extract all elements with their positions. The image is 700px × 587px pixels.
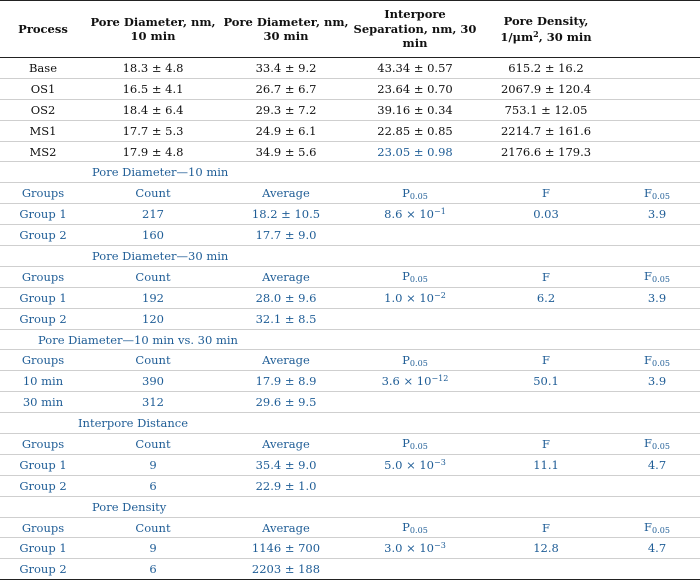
section-title-row (0, 329, 700, 350)
col-p (352, 517, 478, 538)
pore-diameter-10: 17.9 ± 4.8 (122, 144, 184, 159)
group-average: 17.9 ± 8.9 (255, 374, 317, 389)
group-average: 18.2 ± 10.5 (251, 207, 321, 222)
col-fcrit (614, 350, 700, 371)
col-fcrit-sub: 0.05 (652, 191, 670, 201)
group-fcrit: 4.7 (647, 541, 667, 556)
header-empty (614, 1, 700, 58)
group-name: Group 1 (19, 457, 67, 472)
pore-diameter-30: 24.9 ± 6.1 (255, 123, 317, 138)
header-pdens-tail: , 30 min (538, 29, 592, 44)
col-average: Average (262, 186, 310, 201)
group-row (0, 371, 700, 392)
col-p (352, 434, 478, 455)
header-row (0, 1, 700, 58)
group-row (0, 559, 700, 580)
process-name: MS1 (29, 123, 57, 138)
col-count: Count (135, 269, 171, 284)
group-row (0, 204, 700, 225)
empty-cell (614, 58, 700, 79)
group-f: 12.8 (533, 541, 559, 556)
empty-cell (614, 141, 700, 162)
group-row (0, 392, 700, 413)
section-column-header-row (0, 350, 700, 371)
group-name: Group 1 (19, 541, 67, 556)
process-row-os2 (0, 99, 700, 120)
group-f (478, 392, 614, 413)
pore-density: 2067.9 ± 120.4 (500, 81, 592, 96)
group-name: Group 2 (19, 311, 67, 326)
pore-diameter-30: 29.3 ± 7.2 (255, 102, 317, 117)
header-pdens-unit: 1/μm (500, 29, 534, 44)
col-p-label: P (402, 436, 410, 451)
pore-diameter-10: 17.7 ± 5.3 (122, 123, 184, 138)
group-f (478, 308, 614, 329)
col-p (352, 183, 478, 204)
process-row-ms2 (0, 141, 700, 162)
section-column-header-row (0, 266, 700, 287)
header-pore-diameter-10 (86, 1, 220, 58)
group-count: 6 (149, 562, 157, 577)
group-count: 9 (149, 541, 157, 556)
col-fcrit (614, 517, 700, 538)
group-average: 17.7 ± 9.0 (255, 228, 317, 243)
col-p (352, 266, 478, 287)
section-title-row (0, 162, 700, 183)
col-f: F (542, 353, 550, 368)
col-count: Count (135, 520, 171, 535)
group-row (0, 287, 700, 308)
group-count: 192 (142, 290, 164, 305)
header-pd30-line2: 30 min (263, 29, 309, 43)
group-fcrit: 3.9 (647, 207, 667, 222)
group-p-value (352, 454, 478, 475)
group-row (0, 308, 700, 329)
header-isep-line3: min (402, 36, 428, 51)
section-title: Pore Diameter—10 min vs. 30 min (38, 332, 238, 347)
col-fcrit-label: F (644, 436, 653, 451)
group-average: 32.1 ± 8.5 (255, 311, 317, 326)
group-fcrit (614, 225, 700, 246)
p-value-exponent: −12 (431, 374, 449, 384)
section-column-header-row (0, 434, 700, 455)
group-name: Group 2 (19, 228, 67, 243)
p-value-base: 3.0 × 10 (384, 541, 434, 556)
group-name: Group 1 (19, 207, 67, 222)
group-p-value (352, 308, 478, 329)
interpore-separation: 23.64 ± 0.70 (377, 81, 453, 96)
col-f: F (542, 436, 550, 451)
empty-cell (614, 78, 700, 99)
interpore-separation: 43.34 ± 0.57 (377, 60, 453, 75)
pore-density: 2176.6 ± 179.3 (500, 144, 592, 159)
col-average: Average (262, 269, 310, 284)
group-p-value (352, 287, 478, 308)
col-fcrit-label: F (644, 352, 653, 367)
header-pdens-line1: Pore Density, (503, 14, 589, 29)
group-average: 28.0 ± 9.6 (255, 290, 317, 305)
col-fcrit-label: F (644, 269, 653, 284)
col-p-label: P (402, 520, 410, 535)
section-title-row (0, 413, 700, 434)
header-pore-density (478, 1, 614, 58)
col-p-label: P (402, 352, 410, 367)
header-pd10-line1: Pore Diameter, nm, (90, 14, 216, 29)
group-name: 30 min (22, 395, 64, 410)
col-p-sub: 0.05 (409, 358, 428, 368)
p-value-exponent: −3 (434, 541, 446, 551)
interpore-separation: 23.05 ± 0.98 (377, 144, 453, 159)
group-count: 160 (142, 228, 164, 243)
p-value-base: 8.6 × 10 (384, 207, 434, 222)
header-process: Process (18, 21, 68, 36)
col-fcrit (614, 434, 700, 455)
section-title: Pore Density (92, 499, 167, 514)
col-groups: Groups (21, 520, 65, 535)
group-p-value (352, 371, 478, 392)
col-average: Average (262, 353, 310, 368)
pore-diameter-30: 33.4 ± 9.2 (255, 60, 317, 75)
col-count: Count (135, 186, 171, 201)
group-p-value (352, 538, 478, 559)
group-f: 0.03 (533, 207, 559, 222)
col-f: F (542, 269, 550, 284)
col-f: F (542, 186, 550, 201)
p-value-base: 3.6 × 10 (381, 374, 432, 389)
group-fcrit (614, 475, 700, 496)
group-fcrit: 3.9 (647, 290, 667, 305)
empty-cell (614, 99, 700, 120)
group-fcrit: 3.9 (647, 374, 667, 389)
group-fcrit (614, 559, 700, 580)
empty-cell (614, 120, 700, 141)
group-row (0, 475, 700, 496)
col-p-sub: 0.05 (409, 442, 428, 452)
group-count: 9 (149, 457, 157, 472)
col-fcrit-label: F (644, 520, 653, 535)
col-fcrit-sub: 0.05 (652, 526, 670, 536)
group-average: 29.6 ± 9.5 (255, 395, 317, 410)
col-p-sub: 0.05 (409, 191, 428, 201)
process-row-os1 (0, 78, 700, 99)
group-row (0, 225, 700, 246)
process-row-ms1 (0, 120, 700, 141)
process-rows (0, 58, 700, 162)
group-f (478, 225, 614, 246)
group-p-value (352, 225, 478, 246)
group-fcrit (614, 308, 700, 329)
col-average: Average (262, 520, 310, 535)
p-value-exponent: −3 (434, 457, 446, 467)
col-p-label: P (402, 269, 410, 284)
section-column-header-row (0, 183, 700, 204)
group-count: 6 (149, 478, 157, 493)
process-name: OS1 (30, 81, 56, 96)
interpore-separation: 22.85 ± 0.85 (377, 123, 453, 138)
header-pore-diameter-30 (220, 1, 352, 58)
header-interpore-separation (352, 1, 478, 58)
pore-diameter-10: 18.4 ± 6.4 (122, 102, 184, 117)
anova-sections (0, 162, 700, 580)
section-column-header-row (0, 517, 700, 538)
interpore-separation: 39.16 ± 0.34 (377, 102, 453, 117)
group-average: 2203 ± 188 (251, 562, 321, 577)
p-value-exponent: −2 (434, 290, 446, 300)
section-title: Pore Diameter—30 min (92, 248, 229, 263)
group-f (478, 559, 614, 580)
group-name: Group 1 (19, 290, 67, 305)
header-isep-line1: Interpore (384, 7, 446, 22)
group-f: 6.2 (536, 290, 556, 305)
process-name: Base (28, 60, 57, 75)
group-name: 10 min (22, 374, 64, 389)
group-p-value (352, 475, 478, 496)
section-title: Interpore Distance (78, 416, 189, 431)
col-fcrit-sub: 0.05 (652, 358, 670, 368)
group-average: 1146 ± 700 (251, 541, 321, 556)
group-p-value (352, 559, 478, 580)
header-pd10-line2: 10 min (130, 29, 176, 43)
pore-diameter-10: 16.5 ± 4.1 (122, 81, 184, 96)
col-p-sub: 0.05 (409, 275, 428, 285)
group-p-value (352, 204, 478, 225)
group-f: 50.1 (533, 374, 559, 389)
col-fcrit (614, 183, 700, 204)
col-average: Average (262, 436, 310, 451)
header-pd30-line1: Pore Diameter, nm, (223, 14, 349, 29)
header-pdens-exp: 2 (533, 28, 539, 39)
col-fcrit (614, 266, 700, 287)
col-p-sub: 0.05 (409, 526, 428, 536)
process-row-base (0, 58, 700, 79)
col-f: F (542, 520, 550, 535)
pore-density: 2214.7 ± 161.6 (500, 123, 592, 138)
group-count: 390 (142, 374, 164, 389)
p-value-base: 1.0 × 10 (384, 290, 434, 305)
group-p-value (352, 392, 478, 413)
group-f (478, 475, 614, 496)
group-average: 35.4 ± 9.0 (255, 457, 317, 472)
p-value-exponent: −1 (434, 207, 446, 217)
group-row (0, 454, 700, 475)
group-count: 120 (142, 311, 164, 326)
col-groups: Groups (21, 353, 65, 368)
col-groups: Groups (21, 436, 65, 451)
col-p (352, 350, 478, 371)
col-groups: Groups (21, 186, 65, 201)
col-p-label: P (402, 185, 410, 200)
col-count: Count (135, 353, 171, 368)
group-fcrit (614, 392, 700, 413)
col-fcrit-sub: 0.05 (652, 442, 670, 452)
process-name: OS2 (30, 102, 56, 117)
col-groups: Groups (21, 269, 65, 284)
section-title: Pore Diameter—10 min (92, 165, 229, 180)
process-name: MS2 (29, 144, 57, 159)
col-fcrit-sub: 0.05 (652, 275, 670, 285)
pore-density: 615.2 ± 16.2 (508, 60, 584, 75)
p-value-base: 5.0 × 10 (384, 457, 434, 472)
header-isep-line2: Separation, nm, 30 (353, 21, 477, 36)
pore-diameter-30: 34.9 ± 5.6 (255, 144, 317, 159)
pore-density: 753.1 ± 12.05 (504, 102, 588, 117)
group-row (0, 538, 700, 559)
group-average: 22.9 ± 1.0 (255, 478, 317, 493)
group-name: Group 2 (19, 478, 67, 493)
group-name: Group 2 (19, 562, 67, 577)
col-count: Count (135, 436, 171, 451)
group-fcrit: 4.7 (647, 457, 667, 472)
group-count: 217 (142, 207, 164, 222)
pore-diameter-30: 26.7 ± 6.7 (255, 81, 317, 96)
section-title-row (0, 246, 700, 267)
group-f: 11.1 (533, 457, 559, 472)
col-fcrit-label: F (644, 185, 653, 200)
pore-diameter-10: 18.3 ± 4.8 (122, 60, 184, 75)
section-title-row (0, 496, 700, 517)
group-count: 312 (142, 395, 164, 410)
